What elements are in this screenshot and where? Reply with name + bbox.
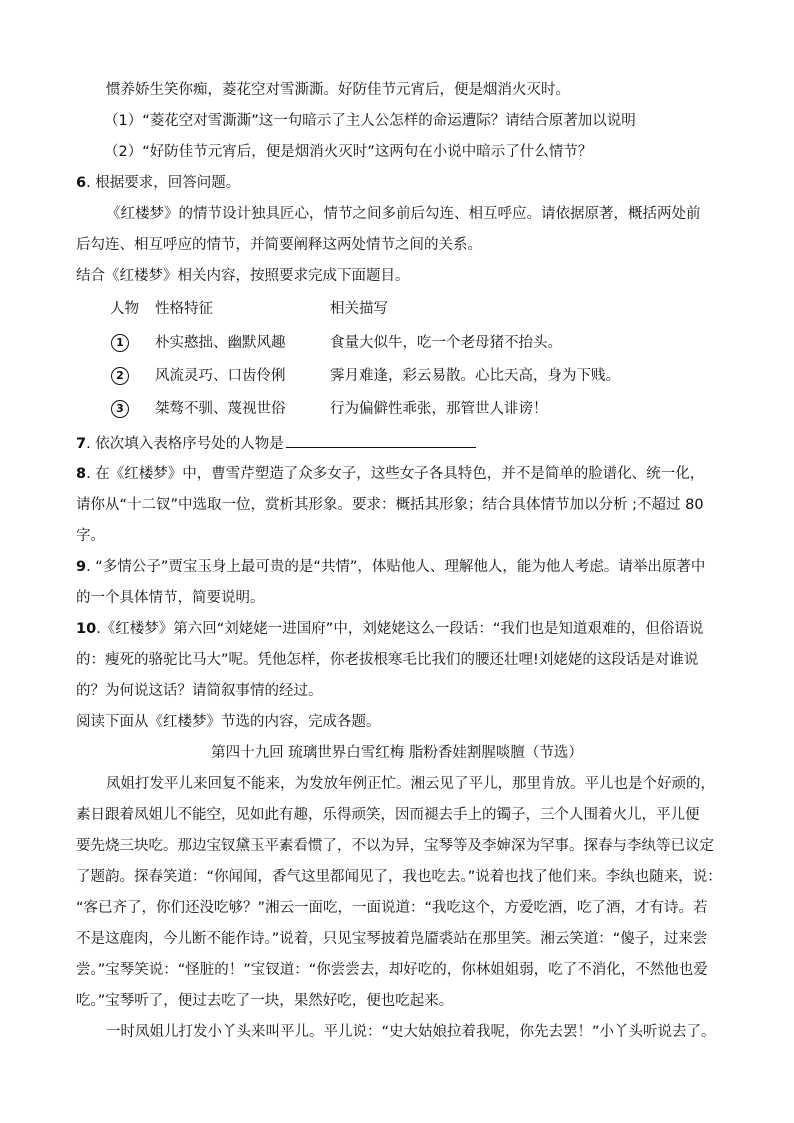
chapter-title: 第四十九回 琉璃世界白雪红梅 脂粉香娃割腥啖膻（节选） — [211, 745, 583, 761]
passage-line: 吃。”宝琴听了，便过去吃了一块，果然好吃，便也吃起来。 — [76, 993, 454, 1009]
question-10-line-1 — [76, 619, 703, 639]
passage-line: 一时凤姐儿打发小丫头来叫平儿。平儿说：“史大姑娘拉着我呢，你先去罢！”小丫头听说去了。 — [106, 1024, 716, 1040]
table-header-trait: 性格特征 — [155, 301, 213, 317]
question-10-text: .《红楼梦》第六回“刘姥姥一进国府”中，刘姥姥这么一段话：“我们也是知道艰难的，但俗语说 — [96, 621, 704, 637]
reading-intro: 阅读下面从《红楼梦》节选的内容，完成各题。 — [76, 714, 381, 730]
table-row-2-number: 2 — [111, 367, 129, 385]
passage-line: 要先烧三块吃。那边宝钗黛玉平素看惯了，不以为异，宝琴等及李婶深为罕事。探春与李纨等已议定 — [76, 838, 714, 854]
question-6-text: . 根据要求，回答问题。 — [86, 175, 241, 191]
answer-blank[interactable] — [286, 433, 476, 448]
question-6 — [76, 173, 240, 193]
question-6-number: 6 — [76, 175, 87, 191]
question-9-text: . “多情公子”贾宝玉身上最可贵的是“共情”，体贴他人、理解他人，能为他人考虑。请举出原著中 — [86, 559, 706, 575]
table-row-3-number: 3 — [111, 400, 129, 418]
poem-line: 惯养娇生笑你痴，菱花空对雪澌澌。好防佳节元宵后，便是烟消火灭时。 — [106, 82, 570, 98]
table-header-character: 人物 — [110, 301, 139, 317]
question-8-number: 8 — [76, 466, 87, 482]
question-7-number: 7 — [76, 436, 87, 452]
question-10-line-3: 的？为何说这话？请简叙事情的经过。 — [76, 683, 323, 699]
question-8-line-1 — [76, 464, 704, 484]
question-9-number: 9 — [76, 559, 87, 575]
table-row-1-description: 食量大似牛，吃一个老母猪不抬头。 — [330, 335, 562, 351]
question-10-line-2: 的：瘦死的骆驼比马大”呢。凭他怎样，你老拔根寒毛比我们的腰还壮哩!刘姥姥的这段话是对谁说 — [76, 652, 699, 668]
passage-line: 凤姐打发平儿来回复不能来，为发放年例正忙。湘云见了平儿，那里肯放。平儿也是个好顽的， — [106, 776, 715, 792]
question-7-text: . 依次填入表格序号处的人物是 — [86, 436, 284, 452]
table-intro: 结合《红楼梦》相关内容，按照要求完成下面题目。 — [76, 268, 410, 284]
question-7 — [76, 433, 476, 454]
poem-subquestion-2: （2）“好防佳节元宵后，便是烟消火灭时”这两句在小说中暗示了什么情节？ — [104, 144, 593, 160]
table-row-3-trait: 桀骜不驯、蔑视世俗 — [155, 401, 286, 417]
passage-line: “客已齐了，你们还没吃够？”湘云一面吃，一面说道：“我吃这个，方爱吃酒，吃了酒，才有诗。若 — [76, 900, 708, 916]
question-8-text: . 在《红楼梦》中，曹雪芹塑造了众多女子，这些女子各具特色，并不是简单的脸谱化、统一化， — [86, 466, 705, 482]
table-header-description: 相关描写 — [330, 301, 388, 317]
question-8-line-3: 字。 — [76, 528, 105, 544]
question-8-line-2: 请你从“十二钗”中选取一位，赏析其形象。要求：概括其形象；结合具体情节加以分析 ;不超过 80 — [76, 497, 704, 513]
poem-subquestion-1: （1）“菱花空对雪澌澌”这一句暗示了主人公怎样的命运遭际？请结合原著加以说明 — [104, 113, 636, 129]
passage-line: 不是这鹿肉，今儿断不能作诗。”说着，只见宝琴披着凫靥裘站在那里笑。湘云笑道：“傻子，过来尝 — [76, 931, 708, 947]
question-9-line-2: 的一个具体情节，简要说明。 — [76, 590, 265, 606]
passage-line: 素日跟着凤姐儿不能空，见如此有趣，乐得顽笑，因而褪去手上的镯子，三个人围着火儿，平儿便 — [76, 807, 700, 823]
table-row-2-trait: 风流灵巧、口齿伶俐 — [155, 368, 286, 384]
table-row-1-number: 1 — [111, 334, 129, 352]
table-row-1-trait: 朴实憨拙、幽默风趣 — [155, 335, 286, 351]
question-9-line-1 — [76, 557, 705, 577]
table-row-2-description: 霁月难逢，彩云易散。心比天高，身为下贱。 — [330, 368, 620, 384]
question-10-number: 10 — [76, 621, 97, 637]
question-6-para-line-2: 后勾连、相互呼应的情节，并简要阐释这两处情节之间的关系。 — [76, 237, 482, 253]
passage-line: 尝。”宝琴笑说：“怪脏的！”宝钗道：“你尝尝去，却好吃的，你林姐姐弱，吃了不消化，不然他也爱 — [76, 962, 708, 978]
table-row-3-description: 行为偏僻性乖张，那管世人诽谤！ — [330, 401, 548, 417]
question-6-para-line-1: 《红楼梦》的情节设计独具匠心，情节之间多前后勾连、相互呼应。请依据原著，概括两处前 — [106, 206, 701, 222]
passage-line: 了题韵。探春笑道：“你闻闻，香气这里都闻见了，我也吃去。”说着也找了他们来。李纨也随来，说： — [76, 869, 722, 885]
